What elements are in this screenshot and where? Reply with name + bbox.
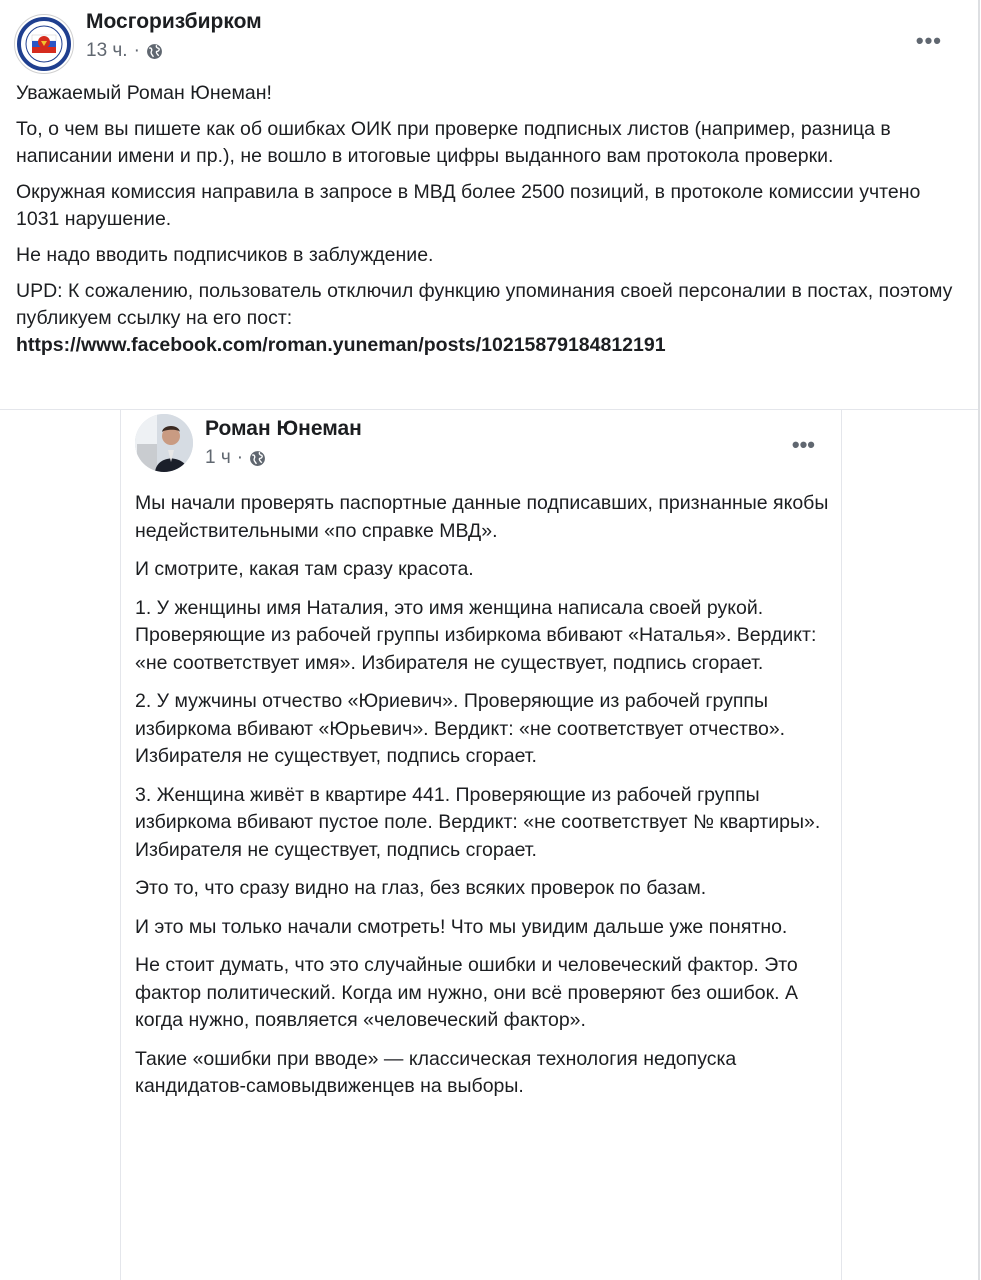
post-header — [14, 10, 964, 70]
author-avatar[interactable] — [135, 414, 193, 472]
post-text — [16, 80, 956, 359]
post-meta — [86, 40, 163, 62]
shared-post-meta — [205, 447, 266, 469]
globe-icon[interactable] — [249, 450, 266, 467]
post-paragraph: Уважаемый Роман Юнеман! — [16, 82, 272, 104]
shared-paragraph: И смотрите, какая там сразу красота. — [135, 558, 474, 580]
post-time[interactable]: 13 ч. — [86, 40, 128, 61]
shared-paragraph: Это то, что сразу видно на глаз, без всяких проверок по базам. — [135, 877, 707, 899]
post-paragraph: Окружная комиссия направила в запросе в МВД более 2500 позиций, в протоколе комиссии учтено 1031 нарушение. — [16, 181, 921, 230]
shared-paragraph: 2. У мужчины отчество «Юриевич». Проверяющие из рабочей группы избиркома вбивают «Юрьевич». Вердикт: «не соответствует отчество». Избирателя не существует, подпись сгорает. — [135, 690, 786, 767]
shared-paragraph: 3. Женщина живёт в квартире 441. Проверяющие из рабочей группы избиркома вбивают пустое поле. Вердикт: «не соответствует № квартиры». Избирателя не существует, подпись сгорает. — [135, 783, 821, 861]
page-avatar[interactable] — [14, 14, 74, 74]
post-more-button[interactable]: ••• — [915, 28, 942, 53]
globe-icon[interactable] — [146, 43, 163, 60]
post-upd-text: UPD: К сожалению, пользователь отключил функцию упоминания своей персоналии в постах, поэтому публикуем ссылку на его пост: — [16, 280, 953, 329]
meta-separator: · — [133, 40, 140, 61]
shared-paragraph: 1. У женщины имя Наталия, это имя женщина написала своей рукой. Проверяющие из рабочей группы избиркома вбивают «Наталья». Вердикт: «не соответствует имя». Избирателя не существует, подпись сгорает. — [135, 596, 817, 674]
author-name[interactable]: Роман Юнеман — [205, 417, 362, 440]
post-paragraph: Не надо вводить подписчиков в заблуждение. — [16, 244, 434, 266]
election-commission-logo-icon — [15, 15, 73, 73]
shared-paragraph: Не стоит думать, что это случайные ошибки и человеческий фактор. Это фактор политический. Когда им нужно, они всё проверяют без ошибок. А когда нужно, появляется «человеческий фактор». — [135, 954, 798, 1031]
post-upd-paragraph — [16, 278, 956, 359]
shared-paragraph: Мы начали проверять паспортные данные подписавших, признанные якобы недействительными «по справке МВД». — [135, 492, 829, 542]
shared-post-header — [135, 412, 835, 482]
shared-paragraph: Такие «ошибки при вводе» — классическая технология недопуска кандидатов-самовыдвиженцев на выборы. — [135, 1047, 737, 1097]
shared-post-time[interactable]: 1 ч — [205, 447, 231, 468]
shared-post-more-button[interactable]: ••• — [791, 432, 815, 457]
page-name[interactable]: Мосгоризбирком — [86, 10, 262, 33]
meta-separator: · — [236, 447, 244, 468]
shared-post-text — [135, 490, 835, 1112]
shared-paragraph: И это мы только начали смотреть! Что мы увидим дальше уже понятно. — [135, 915, 788, 938]
shared-post — [120, 410, 842, 1280]
author-photo-icon — [135, 414, 193, 472]
post-link[interactable]: https://www.facebook.com/roman.yuneman/posts/10215879184812191 — [16, 334, 666, 356]
post-paragraph: То, о чем вы пишете как об ошибках ОИК при проверке подписных листов (например, разница в написании имени и пр.), не вошло в итоговые цифры выданного вам протокола проверки. — [16, 118, 891, 167]
